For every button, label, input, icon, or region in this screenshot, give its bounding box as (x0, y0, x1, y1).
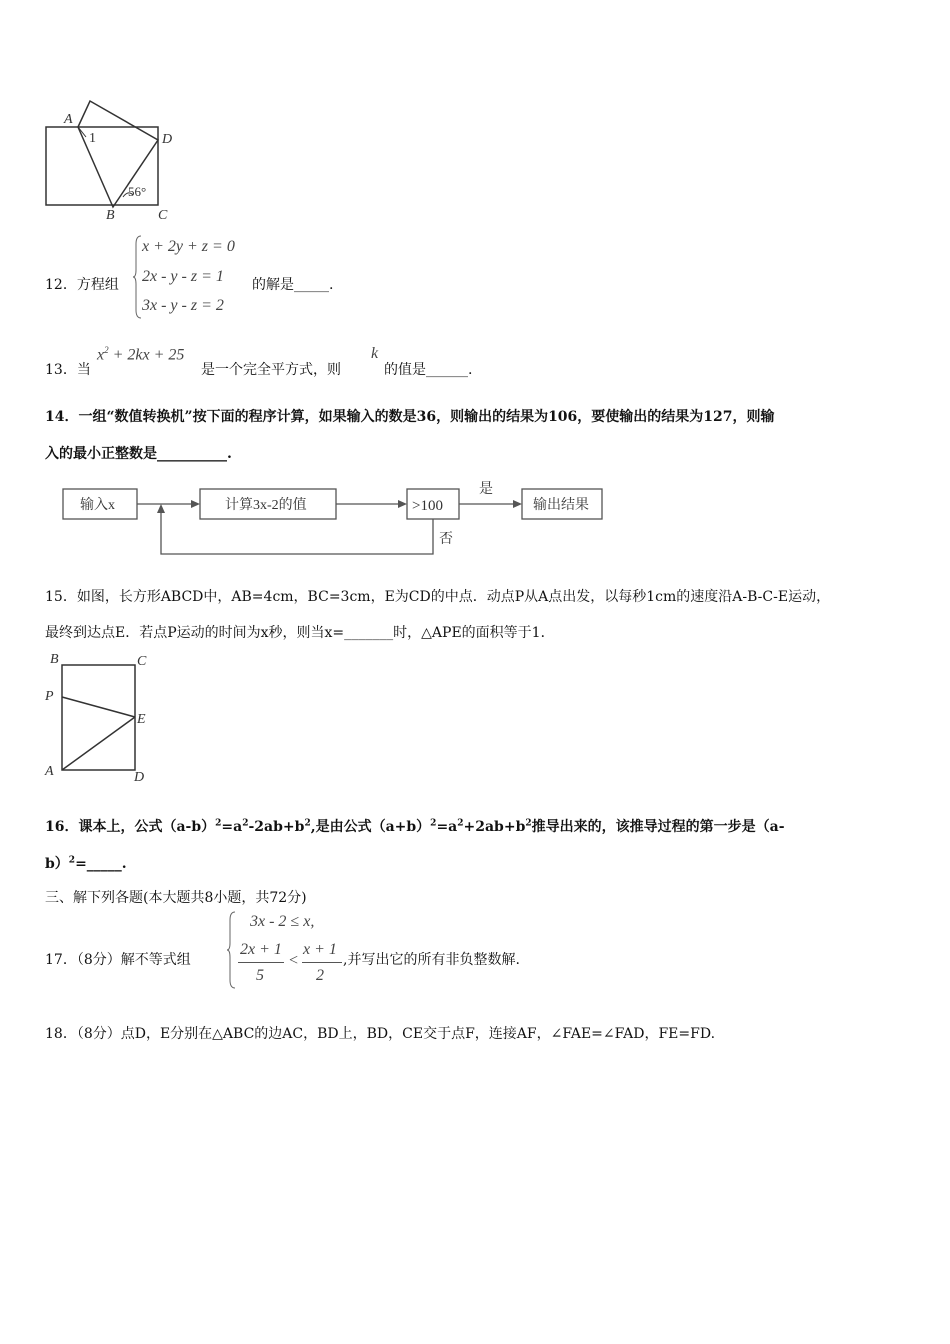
q13-expr-x: x (97, 346, 105, 364)
flow-compare-box: >100 (412, 498, 443, 514)
label-b: B (106, 208, 115, 223)
q17-fraction-2-numerator: x + 1 (303, 941, 337, 958)
q12-equation-1: x + 2y + z = 0 (142, 238, 235, 255)
q16-sup-6: 2 (525, 818, 532, 829)
label-c: C (137, 654, 147, 669)
q17-number: 17．（8分）解不等式组 (45, 952, 191, 968)
q17-fraction-2-bar (302, 962, 342, 963)
q17-inequality-1: 3x - 2 ≤ x, (250, 913, 315, 930)
q13-number: 13．当 (45, 362, 91, 378)
inequality-brace (227, 910, 237, 990)
q16-part-5: =a (436, 819, 458, 835)
q17-tail: ,并写出它的所有非负整数解. (343, 952, 520, 968)
q16-part-4: ,是由公式（a+b） (310, 819, 431, 835)
q13-expr-rest: + 2kx + 25 (112, 346, 185, 364)
label-a: A (45, 764, 54, 779)
q16-sup-2: 2 (242, 818, 249, 829)
label-a: A (64, 112, 73, 127)
q16-sup-1: 2 (215, 818, 222, 829)
rectangle-abcd-figure (40, 645, 160, 785)
label-c: C (158, 208, 168, 223)
q16-part-7: 推导出来的，该推导过程的第一步是（a- (531, 819, 785, 835)
label-p: P (45, 689, 54, 704)
q16-sup-3: 2 (304, 818, 311, 829)
flow-yes-label: 是 (479, 482, 493, 497)
q16-line2-a: b） (45, 856, 69, 872)
section-3-heading: 三、解下列各题(本大题共8小题，共72分) (45, 890, 307, 906)
label-d: D (162, 132, 173, 147)
rectangle-fold-figure (40, 95, 190, 225)
q17-less-than: < (288, 952, 299, 969)
q13-k: k (371, 345, 379, 362)
label-angle-1: 1 (89, 131, 96, 146)
q16-part-2: =a (221, 819, 243, 835)
q16-line-1 (45, 816, 785, 836)
q14-line-1: 14．一组“数值转换机”按下面的程序计算，如果输入的数是36，则输出的结果为106，要使输出的结果为127，则输 (45, 409, 775, 425)
label-e: E (137, 712, 146, 727)
flowchart (55, 475, 615, 560)
flow-output-box: 输出结果 (533, 498, 589, 513)
q12-tail: 的解是_____. (252, 277, 334, 293)
q13-expr-exp: 2 (104, 345, 109, 355)
flow-compute-box: 计算3x-2的值 (225, 498, 307, 513)
q16-part-1: 16．课本上，公式（a-b） (45, 819, 216, 835)
q12-equation-3: 3x - y - z = 2 (142, 297, 224, 314)
q16-line2-sup: 2 (68, 855, 76, 866)
q12-number: 12．方程组 (45, 277, 119, 293)
label-b: B (50, 652, 59, 667)
label-d: D (134, 770, 145, 785)
flow-no-label: 否 (439, 532, 453, 547)
q17-fraction-1-denominator: 5 (256, 967, 264, 984)
q13-middle: 是一个完全平方式，则 (201, 362, 341, 378)
label-angle-56: 56° (128, 184, 147, 199)
q16-sup-4: 2 (430, 818, 437, 829)
flow-input-box: 输入x (80, 498, 115, 513)
q15-line-1: 15．如图，长方形ABCD中，AB=4cm，BC=3cm，E为CD的中点．动点P从A点出发，以每秒1cm的速度沿A-B-C-E运动， (45, 589, 831, 605)
q16-line2-b: =_____. (75, 856, 127, 872)
q13-expression (97, 345, 184, 364)
q15-line-2: 最终到达点E．若点P运动的时间为x秒，则当x=_______时，△APE的面积等于1． (45, 625, 555, 641)
q17-fraction-1-numerator: 2x + 1 (240, 941, 282, 958)
q12-equation-2: 2x - y - z = 1 (142, 268, 224, 285)
q18-text: 18．（8分）点D，E分别在△ABC的边AC，BD上，BD，CE交于点F，连接AF，∠FAE=∠FAD，FE=FD. (45, 1026, 716, 1042)
q16-sup-5: 2 (457, 818, 464, 829)
q14-line-2: 入的最小正整数是__________. (45, 446, 232, 462)
q16-part-6: +2ab+b (463, 819, 526, 835)
q17-fraction-2-denominator: 2 (316, 967, 324, 984)
q16-part-3: -2ab+b (248, 819, 305, 835)
q17-fraction-1-bar (238, 962, 284, 963)
q16-line-2 (45, 853, 127, 873)
q13-tail: 的值是______. (384, 362, 473, 378)
